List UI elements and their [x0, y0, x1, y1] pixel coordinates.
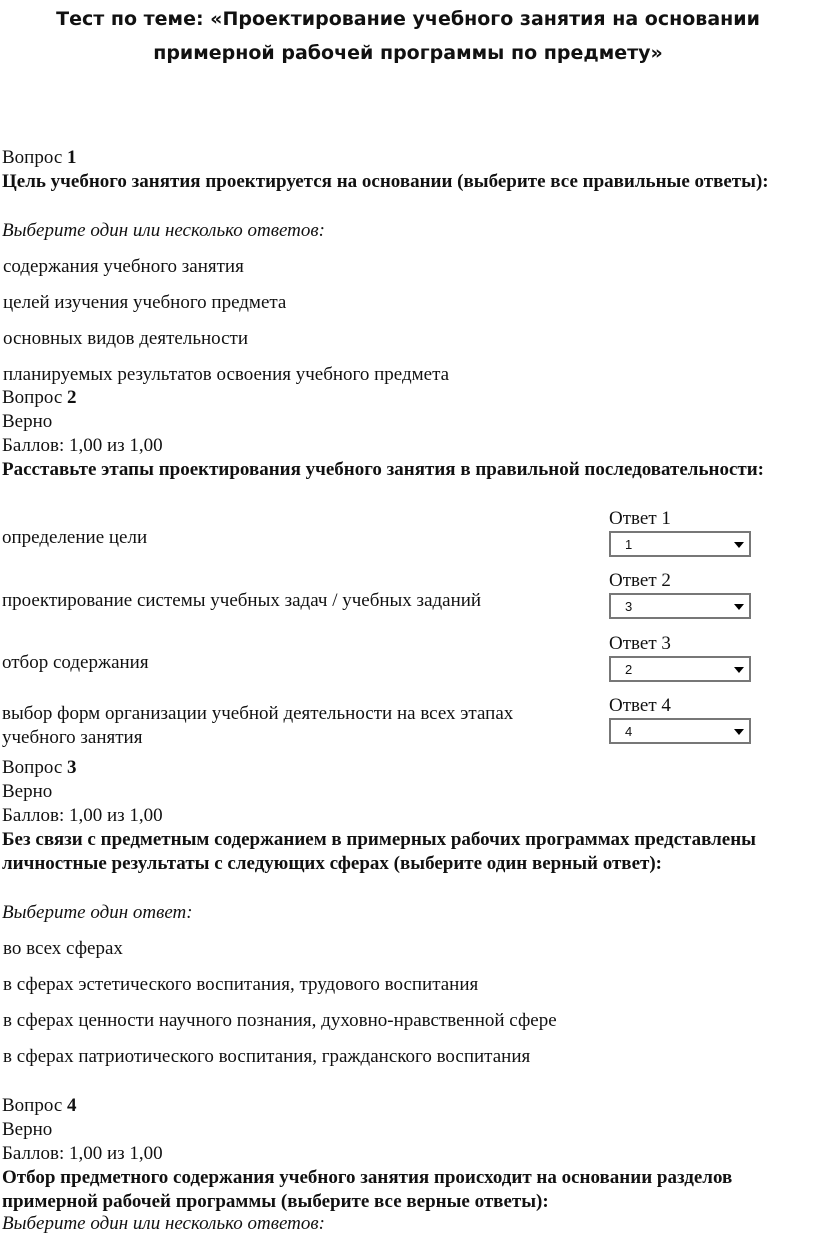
chevron-down-icon[interactable] [729, 658, 749, 680]
answer-label-4: Ответ 4 [609, 695, 671, 716]
question-label: Вопрос [2, 147, 63, 168]
page-title: Тест по теме: «Проектирование учебного занятия на основании примерной рабочей программы по предмету» [56, 8, 760, 64]
answer-select-1[interactable] [609, 531, 751, 557]
question-2-score: Баллов: 1,00 из 1,00 [2, 435, 163, 456]
question-3-text: Без связи с предметным содержанием в примерных рабочих программах представлены личностные результаты с следующих сферах (выберите один верный ответ): [2, 829, 756, 874]
q1-option-3[interactable]: основных видов деятельности [3, 328, 249, 349]
question-2-header [2, 386, 77, 410]
question-3-hint: Выберите один ответ: [2, 902, 193, 923]
answer-label-3: Ответ 3 [609, 633, 671, 654]
question-4-header [2, 1094, 77, 1118]
q1-option-2[interactable]: целей изучения учебного предмета [3, 292, 287, 313]
answer-select-4[interactable] [609, 718, 751, 744]
answer-select-2[interactable] [609, 593, 751, 619]
question-2-text: Расставьте этапы проектирования учебного занятия в правильной последовательности: [2, 459, 764, 480]
chevron-down-icon[interactable] [729, 595, 749, 617]
question-4-hint: Выберите один или несколько ответов: [2, 1213, 325, 1234]
question-1-hint: Выберите один или несколько ответов: [2, 220, 325, 241]
q1-option-4[interactable]: планируемых результатов освоения учебного предмета [3, 364, 450, 385]
question-1-header [2, 146, 77, 170]
q3-option-3[interactable]: в сферах ценности научного познания, духовно-нравственной сфере [3, 1010, 557, 1031]
question-number: 2 [67, 387, 77, 408]
match-item-3: отбор содержания [2, 652, 149, 673]
question-number: 4 [67, 1095, 77, 1116]
question-label: Вопрос [2, 387, 63, 408]
question-4-status: Верно [2, 1119, 53, 1140]
question-1-text: Цель учебного занятия проектируется на основании (выберите все правильные ответы): [2, 171, 769, 192]
select-value: 2 [625, 662, 633, 677]
select-value: 3 [625, 599, 633, 614]
select-value: 1 [625, 537, 633, 552]
question-3-score: Баллов: 1,00 из 1,00 [2, 805, 163, 826]
match-item-1: определение цели [2, 527, 148, 548]
chevron-down-icon[interactable] [729, 720, 749, 742]
answer-label-1: Ответ 1 [609, 508, 671, 529]
q1-option-1[interactable]: содержания учебного занятия [3, 256, 244, 277]
question-4-score: Баллов: 1,00 из 1,00 [2, 1143, 163, 1164]
answer-select-3[interactable] [609, 656, 751, 682]
question-3-status: Верно [2, 781, 53, 802]
question-3-header [2, 756, 77, 780]
question-label: Вопрос [2, 1095, 63, 1116]
question-4-text: Отбор предметного содержания учебного занятия происходит на основании разделов примерной рабочей программы (выберите все верные ответы): [2, 1167, 733, 1212]
chevron-down-icon[interactable] [729, 533, 749, 555]
q3-option-1[interactable]: во всех сферах [3, 938, 123, 959]
question-number: 1 [67, 147, 77, 168]
q3-option-2[interactable]: в сферах эстетического воспитания, трудового воспитания [3, 974, 479, 995]
answer-label-2: Ответ 2 [609, 570, 671, 591]
question-number: 3 [67, 757, 77, 778]
question-label: Вопрос [2, 757, 63, 778]
select-value: 4 [625, 724, 633, 739]
question-2-status: Верно [2, 411, 53, 432]
q3-option-4[interactable]: в сферах патриотического воспитания, гражданского воспитания [3, 1046, 531, 1067]
match-item-4: выбор форм организации учебной деятельности на всех этапах учебного занятия [2, 703, 514, 748]
match-item-2: проектирование системы учебных задач / учебных заданий [2, 590, 482, 611]
